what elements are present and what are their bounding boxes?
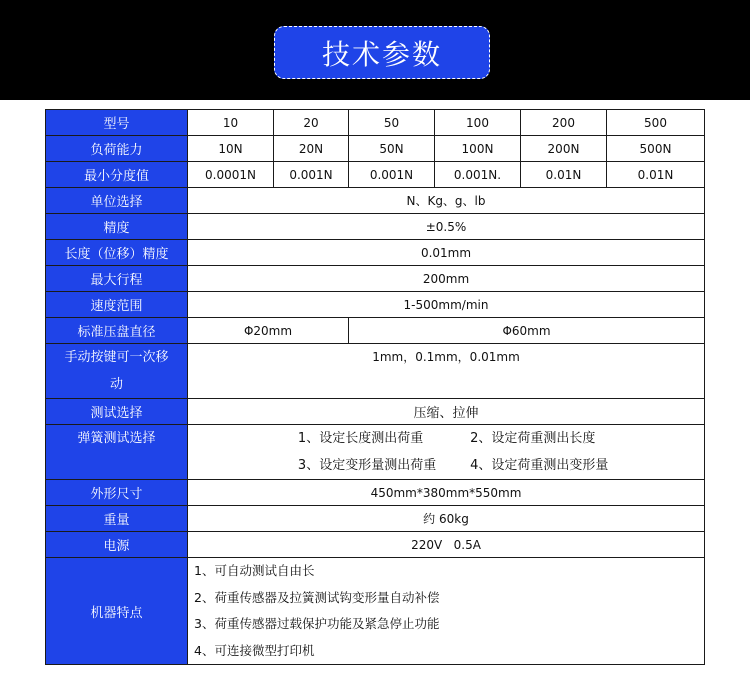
table-cell: 20N [274, 136, 349, 162]
row-label: 重量 [46, 506, 188, 532]
table-cell: 50 [349, 110, 435, 136]
table-row-platen [46, 318, 705, 344]
table-cell: 0.001N [349, 162, 435, 188]
table-row-features [46, 558, 705, 665]
table-cell: 200 [521, 110, 607, 136]
spring-option: 4、设定荷重测出变形量 [470, 458, 609, 473]
header-banner [0, 0, 750, 100]
table-cell: 20 [274, 110, 349, 136]
table-cell: 500 [607, 110, 705, 136]
page-title: 技术参数 [274, 26, 490, 79]
table-cell: 200N [521, 136, 607, 162]
table-row-accuracy [46, 214, 705, 240]
table-row-power [46, 532, 705, 558]
row-label: 外形尺寸 [46, 480, 188, 506]
spec-table [45, 109, 705, 665]
table-row-dimensions [46, 480, 705, 506]
feature-item: 3、荷重传感器过载保护功能及紧急停止功能 [194, 616, 440, 631]
row-label-line: 手动按键可一次移 [64, 350, 169, 365]
table-row-length-accuracy [46, 240, 705, 266]
table-cell: 50N [349, 136, 435, 162]
table-cell: Φ20mm [188, 318, 349, 344]
table-cell [188, 425, 705, 480]
row-label: 长度（位移）精度 [46, 240, 188, 266]
row-label: 电源 [46, 532, 188, 558]
table-cell: N、Kg、g、lb [188, 188, 705, 214]
row-label-line: 动 [109, 377, 123, 392]
row-label: 测试选择 [46, 399, 188, 425]
feature-item: 4、可连接微型打印机 [194, 642, 315, 658]
spring-option: 2、设定荷重测出长度 [470, 431, 596, 446]
feature-item: 2、荷重传感器及拉簧测试钩变形量自动补偿 [194, 589, 440, 605]
table-row-unit [46, 188, 705, 214]
table-row-max-stroke [46, 266, 705, 292]
row-label: 标准压盘直径 [46, 318, 188, 344]
table-row-spring [46, 425, 705, 480]
table-row-resolution [46, 162, 705, 188]
table-cell: 10 [188, 110, 274, 136]
table-cell: 10N [188, 136, 274, 162]
row-label: 精度 [46, 214, 188, 240]
table-cell: 0.01N [607, 162, 705, 188]
spring-option: 3、设定变形量测出荷重 [297, 458, 437, 473]
table-cell: 0.01N [521, 162, 607, 188]
table-cell: 450mm*380mm*550mm [188, 480, 705, 506]
row-label: 机器特点 [46, 558, 188, 665]
row-label: 速度范围 [46, 292, 188, 318]
feature-item: 1、可自动测试自由长 [194, 563, 315, 578]
table-cell: 1mm，0.1mm，0.01mm [188, 344, 705, 399]
table-cell: 压缩、拉伸 [188, 399, 705, 425]
table-cell: 220V 0.5A [188, 532, 705, 558]
table-row-weight [46, 506, 705, 532]
table-cell: 100N [435, 136, 521, 162]
table-row-capacity [46, 136, 705, 162]
row-label: 最小分度值 [46, 162, 188, 188]
table-cell: 0.01mm [188, 240, 705, 266]
table-row-test-mode [46, 399, 705, 425]
row-label [46, 344, 188, 399]
table-cell: 约 60kg [188, 506, 705, 532]
spring-option: 1、设定长度测出荷重 [297, 431, 424, 446]
table-row-speed [46, 292, 705, 318]
row-label: 单位选择 [46, 188, 188, 214]
row-label: 负荷能力 [46, 136, 188, 162]
table-cell: 0.0001N [188, 162, 274, 188]
row-label: 型号 [46, 110, 188, 136]
table-cell: 1-500mm/min [188, 292, 705, 318]
table-cell: 0.001N [274, 162, 349, 188]
table-cell [188, 558, 705, 665]
table-cell: Φ60mm [349, 318, 705, 344]
row-label: 弹簧测试选择 [46, 425, 188, 480]
table-cell: 500N [607, 136, 705, 162]
table-cell: ±0.5% [188, 214, 705, 240]
table-cell: 200mm [188, 266, 705, 292]
row-label: 最大行程 [46, 266, 188, 292]
table-row-model [46, 110, 705, 136]
table-cell: 0.001N. [435, 162, 521, 188]
table-cell: 100 [435, 110, 521, 136]
table-row-manual [46, 344, 705, 399]
